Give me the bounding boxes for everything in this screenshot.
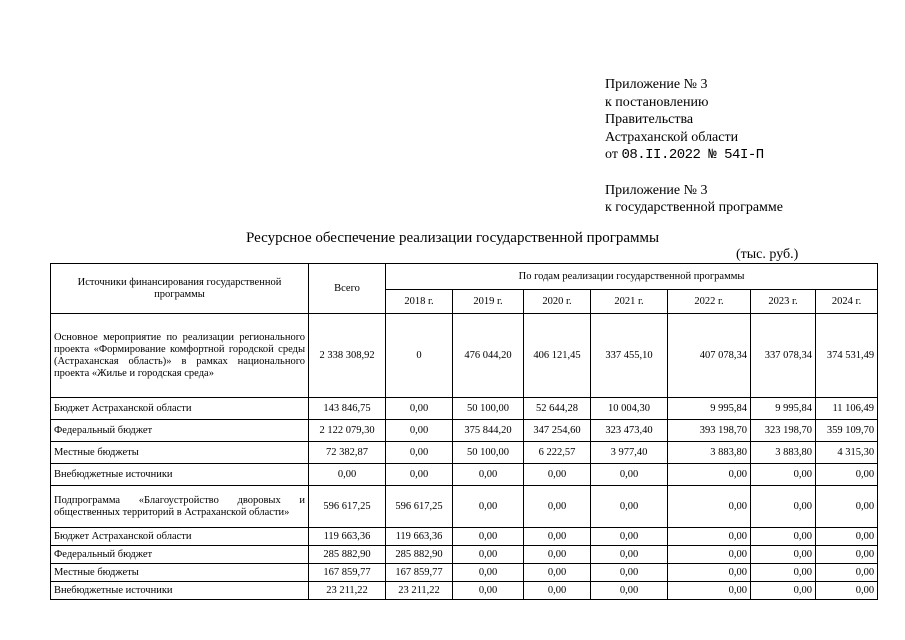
appendix-date-number: 08.II.2022 № 54I-П xyxy=(621,147,764,163)
row-year-value: 0,00 xyxy=(668,486,751,528)
row-source: Бюджет Астраханской области xyxy=(51,528,309,546)
appendix-line: к государственной программе xyxy=(605,200,783,215)
row-year-value: 0,00 xyxy=(524,582,591,600)
row-year-value: 52 644,28 xyxy=(524,398,591,420)
table-row xyxy=(51,314,878,398)
row-total: 2 338 308,92 xyxy=(309,314,386,398)
appendix-header xyxy=(605,76,783,217)
header-total: Всего xyxy=(309,264,386,314)
row-year-value: 0,00 xyxy=(524,546,591,564)
row-year-value: 337 455,10 xyxy=(591,314,668,398)
row-total: 596 617,25 xyxy=(309,486,386,528)
table-row xyxy=(51,464,878,486)
row-year-value: 0,00 xyxy=(816,582,878,600)
row-year-value: 119 663,36 xyxy=(386,528,453,546)
row-year-value: 4 315,30 xyxy=(816,442,878,464)
row-source: Подпрограмма «Благоустройство дворовых и общественных территорий в Астраханской области» xyxy=(51,486,309,528)
row-year-value: 3 883,80 xyxy=(668,442,751,464)
appendix-date-line xyxy=(605,146,783,165)
row-year-value: 11 106,49 xyxy=(816,398,878,420)
row-year-value: 0,00 xyxy=(751,582,816,600)
header-year: 2018 г. xyxy=(386,290,453,314)
row-year-value: 0,00 xyxy=(816,486,878,528)
appendix-line: Приложение № 3 xyxy=(605,182,708,198)
header-year: 2019 г. xyxy=(453,290,524,314)
row-total: 143 846,75 xyxy=(309,398,386,420)
table-row xyxy=(51,398,878,420)
row-total: 0,00 xyxy=(309,464,386,486)
row-year-value: 50 100,00 xyxy=(453,442,524,464)
row-year-value: 0,00 xyxy=(524,564,591,582)
row-year-value: 0,00 xyxy=(591,582,668,600)
row-year-value: 0,00 xyxy=(386,420,453,442)
row-year-value: 0,00 xyxy=(591,528,668,546)
row-total: 167 859,77 xyxy=(309,564,386,582)
row-year-value: 393 198,70 xyxy=(668,420,751,442)
row-year-value: 0,00 xyxy=(751,528,816,546)
row-year-value: 0,00 xyxy=(386,464,453,486)
row-source: Основное мероприятие по реализации регионального проекта «Формирование комфортной городской среды (Астраханская область)» в рамках национального проекта «Жилье и городская среда» xyxy=(51,314,309,398)
row-year-value: 0,00 xyxy=(751,486,816,528)
row-year-value: 323 198,70 xyxy=(751,420,816,442)
row-year-value: 347 254,60 xyxy=(524,420,591,442)
row-year-value: 406 121,45 xyxy=(524,314,591,398)
row-year-value: 0,00 xyxy=(386,442,453,464)
row-year-value: 6 222,57 xyxy=(524,442,591,464)
row-year-value: 0,00 xyxy=(453,546,524,564)
appendix-line: к постановлению xyxy=(605,94,709,110)
row-source: Внебюджетные источники xyxy=(51,582,309,600)
row-source: Федеральный бюджет xyxy=(51,546,309,564)
header-year: 2022 г. xyxy=(668,290,751,314)
row-year-value: 23 211,22 xyxy=(386,582,453,600)
row-year-value: 596 617,25 xyxy=(386,486,453,528)
row-year-value: 0,00 xyxy=(816,564,878,582)
row-year-value: 10 004,30 xyxy=(591,398,668,420)
row-total: 23 211,22 xyxy=(309,582,386,600)
header-year: 2024 г. xyxy=(816,290,878,314)
appendix-line: Правительства xyxy=(605,112,694,127)
row-year-value: 0,00 xyxy=(591,564,668,582)
header-year: 2023 г. xyxy=(751,290,816,314)
row-year-value: 3 977,40 xyxy=(591,442,668,464)
row-total: 119 663,36 xyxy=(309,528,386,546)
row-year-value: 0,00 xyxy=(453,464,524,486)
row-year-value: 0,00 xyxy=(668,546,751,564)
unit-label: (тыс. руб.) xyxy=(736,247,799,262)
appendix-line: Астраханской области xyxy=(605,129,739,145)
header-source: Источники финансирования государственной программы xyxy=(51,264,309,314)
row-year-value: 0,00 xyxy=(524,528,591,546)
row-year-value: 375 844,20 xyxy=(453,420,524,442)
row-year-value: 0,00 xyxy=(668,564,751,582)
row-year-value: 0,00 xyxy=(453,486,524,528)
resource-table xyxy=(50,263,878,600)
row-year-value: 323 473,40 xyxy=(591,420,668,442)
row-year-value: 0,00 xyxy=(816,464,878,486)
row-year-value: 0,00 xyxy=(591,486,668,528)
row-year-value: 337 078,34 xyxy=(751,314,816,398)
row-year-value: 0,00 xyxy=(524,464,591,486)
row-year-value: 0,00 xyxy=(668,528,751,546)
row-year-value: 407 078,34 xyxy=(668,314,751,398)
row-year-value: 476 044,20 xyxy=(453,314,524,398)
appendix-line: Приложение № 3 xyxy=(605,77,708,92)
row-source: Бюджет Астраханской области xyxy=(51,398,309,420)
row-year-value: 359 109,70 xyxy=(816,420,878,442)
table-row xyxy=(51,546,878,564)
header-year: 2020 г. xyxy=(524,290,591,314)
row-source: Федеральный бюджет xyxy=(51,420,309,442)
row-year-value: 0,00 xyxy=(453,582,524,600)
row-source: Местные бюджеты xyxy=(51,442,309,464)
row-year-value: 50 100,00 xyxy=(453,398,524,420)
row-year-value: 9 995,84 xyxy=(751,398,816,420)
row-year-value: 0 xyxy=(386,314,453,398)
table-row xyxy=(51,564,878,582)
row-year-value: 285 882,90 xyxy=(386,546,453,564)
row-year-value: 9 995,84 xyxy=(668,398,751,420)
row-year-value: 167 859,77 xyxy=(386,564,453,582)
row-year-value: 3 883,80 xyxy=(751,442,816,464)
row-year-value: 374 531,49 xyxy=(816,314,878,398)
header-years-group: По годам реализации государственной программы xyxy=(386,264,878,290)
row-total: 2 122 079,30 xyxy=(309,420,386,442)
row-year-value: 0,00 xyxy=(816,528,878,546)
table-row xyxy=(51,528,878,546)
table-row xyxy=(51,420,878,442)
row-year-value: 0,00 xyxy=(751,564,816,582)
table-row xyxy=(51,442,878,464)
row-year-value: 0,00 xyxy=(453,528,524,546)
row-year-value: 0,00 xyxy=(591,546,668,564)
row-year-value: 0,00 xyxy=(591,464,668,486)
row-year-value: 0,00 xyxy=(668,582,751,600)
appendix-date-prefix: от xyxy=(605,147,618,162)
row-year-value: 0,00 xyxy=(524,486,591,528)
row-total: 72 382,87 xyxy=(309,442,386,464)
row-source: Местные бюджеты xyxy=(51,564,309,582)
row-year-value: 0,00 xyxy=(668,464,751,486)
row-year-value: 0,00 xyxy=(453,564,524,582)
row-source: Внебюджетные источники xyxy=(51,464,309,486)
table-row xyxy=(51,486,878,528)
table-row xyxy=(51,582,878,600)
row-year-value: 0,00 xyxy=(816,546,878,564)
document-title: Ресурсное обеспечение реализации государственной программы xyxy=(245,230,660,246)
row-total: 285 882,90 xyxy=(309,546,386,564)
row-year-value: 0,00 xyxy=(751,546,816,564)
header-year: 2021 г. xyxy=(591,290,668,314)
row-year-value: 0,00 xyxy=(751,464,816,486)
row-year-value: 0,00 xyxy=(386,398,453,420)
